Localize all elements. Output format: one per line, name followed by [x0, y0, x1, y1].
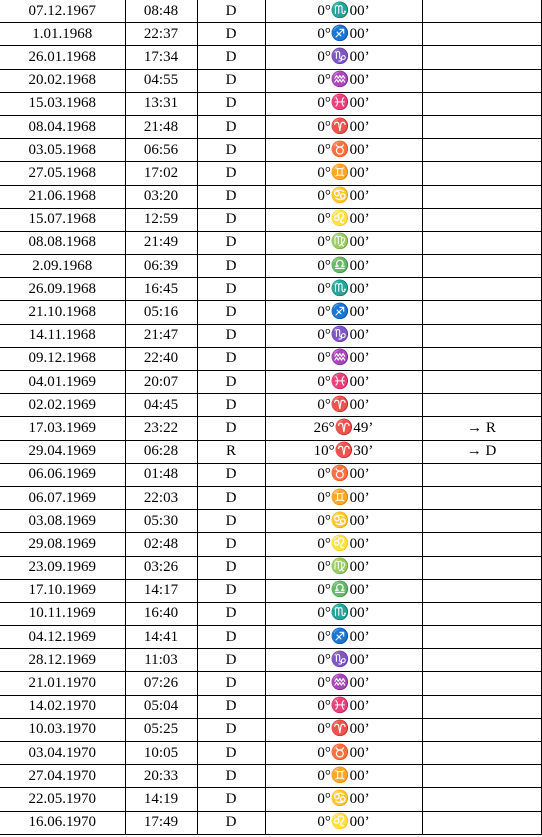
time-cell: 16:45 [125, 278, 197, 301]
time-cell: 22:40 [125, 347, 197, 370]
time-cell: 08:48 [125, 0, 197, 23]
direction-cell: D [197, 23, 265, 46]
position-cell: 0°♌00’ [265, 208, 422, 231]
position-cell: 0°♌00’ [265, 533, 422, 556]
table-row [0, 394, 541, 417]
note-cell [422, 162, 541, 185]
date-cell: 10.11.1969 [0, 602, 125, 625]
time-cell: 03:20 [125, 185, 197, 208]
table-row [0, 510, 541, 533]
date-cell: 21.01.1970 [0, 672, 125, 695]
date-cell: 08.04.1968 [0, 115, 125, 138]
date-cell: 2.09.1968 [0, 255, 125, 278]
position-cell: 0°♈00’ [265, 718, 422, 741]
date-cell: 17.10.1969 [0, 579, 125, 602]
table-row [0, 301, 541, 324]
time-cell: 14:41 [125, 626, 197, 649]
table-row [0, 440, 541, 463]
date-cell: 27.05.1968 [0, 162, 125, 185]
table-row [0, 231, 541, 254]
table-row [0, 46, 541, 69]
time-cell: 05:25 [125, 718, 197, 741]
direction-cell: D [197, 486, 265, 509]
position-cell: 0°♈00’ [265, 394, 422, 417]
position-cell: 0°♌00’ [265, 811, 422, 834]
table-row [0, 371, 541, 394]
position-cell: 0°♋00’ [265, 788, 422, 811]
table-row [0, 811, 541, 834]
note-cell [422, 139, 541, 162]
direction-cell: D [197, 417, 265, 440]
table-row [0, 533, 541, 556]
note-cell [422, 602, 541, 625]
direction-cell: D [197, 556, 265, 579]
date-cell: 23.09.1969 [0, 556, 125, 579]
time-cell: 21:47 [125, 324, 197, 347]
time-cell: 06:39 [125, 255, 197, 278]
position-cell: 0°♑00’ [265, 324, 422, 347]
direction-cell: D [197, 371, 265, 394]
date-cell: 03.08.1969 [0, 510, 125, 533]
direction-cell: D [197, 510, 265, 533]
time-cell: 04:45 [125, 394, 197, 417]
direction-cell: D [197, 46, 265, 69]
position-cell: 0°♐00’ [265, 23, 422, 46]
table-row [0, 695, 541, 718]
note-cell [422, 231, 541, 254]
date-cell: 04.01.1969 [0, 371, 125, 394]
position-cell: 0°♎00’ [265, 579, 422, 602]
note-cell [422, 486, 541, 509]
position-cell: 0°♏00’ [265, 0, 422, 23]
table-row [0, 463, 541, 486]
direction-cell: D [197, 718, 265, 741]
position-cell: 0°♏00’ [265, 602, 422, 625]
time-cell: 05:04 [125, 695, 197, 718]
direction-cell: D [197, 695, 265, 718]
position-cell: 10°♈30’ [265, 440, 422, 463]
position-cell: 0°♓00’ [265, 695, 422, 718]
position-cell: 0°♏00’ [265, 278, 422, 301]
note-cell [422, 788, 541, 811]
table-row [0, 486, 541, 509]
direction-cell: D [197, 185, 265, 208]
position-cell: 0°♓00’ [265, 371, 422, 394]
date-cell: 27.04.1970 [0, 765, 125, 788]
position-cell: 0°♒00’ [265, 69, 422, 92]
table-row [0, 0, 541, 23]
date-cell: 1.01.1968 [0, 23, 125, 46]
direction-cell: D [197, 0, 265, 23]
date-cell: 06.07.1969 [0, 486, 125, 509]
table-row [0, 602, 541, 625]
date-cell: 20.02.1968 [0, 69, 125, 92]
direction-cell: R [197, 440, 265, 463]
direction-cell: D [197, 278, 265, 301]
table-row [0, 162, 541, 185]
time-cell: 11:03 [125, 649, 197, 672]
direction-cell: D [197, 672, 265, 695]
table-row [0, 718, 541, 741]
position-cell: 0°♒00’ [265, 672, 422, 695]
time-cell: 05:16 [125, 301, 197, 324]
table-row [0, 556, 541, 579]
note-cell [422, 394, 541, 417]
table-row [0, 139, 541, 162]
date-cell: 06.06.1969 [0, 463, 125, 486]
time-cell: 04:55 [125, 69, 197, 92]
time-cell: 22:37 [125, 23, 197, 46]
time-cell: 06:28 [125, 440, 197, 463]
time-cell: 05:30 [125, 510, 197, 533]
time-cell: 01:48 [125, 463, 197, 486]
time-cell: 14:19 [125, 788, 197, 811]
note-cell [422, 811, 541, 834]
direction-cell: D [197, 649, 265, 672]
time-cell: 03:26 [125, 556, 197, 579]
direction-cell: D [197, 765, 265, 788]
direction-cell: D [197, 533, 265, 556]
note-cell [422, 718, 541, 741]
note-cell [422, 185, 541, 208]
note-cell: → D [422, 440, 541, 463]
table-row [0, 765, 541, 788]
date-cell: 28.12.1969 [0, 649, 125, 672]
table-row [0, 742, 541, 765]
direction-cell: D [197, 602, 265, 625]
date-cell: 10.03.1970 [0, 718, 125, 741]
position-cell: 0°♉00’ [265, 139, 422, 162]
note-cell [422, 347, 541, 370]
table-row [0, 579, 541, 602]
position-cell: 0°♒00’ [265, 347, 422, 370]
note-cell [422, 23, 541, 46]
position-cell: 0°♊00’ [265, 765, 422, 788]
time-cell: 07:26 [125, 672, 197, 695]
time-cell: 17:49 [125, 811, 197, 834]
note-cell [422, 765, 541, 788]
table-row [0, 69, 541, 92]
direction-cell: D [197, 162, 265, 185]
date-cell: 07.12.1967 [0, 0, 125, 23]
table-row [0, 92, 541, 115]
date-cell: 09.12.1968 [0, 347, 125, 370]
direction-cell: D [197, 115, 265, 138]
table-row [0, 788, 541, 811]
position-cell: 26°♈49’ [265, 417, 422, 440]
time-cell: 21:49 [125, 231, 197, 254]
direction-cell: D [197, 394, 265, 417]
position-cell: 0°♉00’ [265, 463, 422, 486]
direction-cell: D [197, 811, 265, 834]
note-cell [422, 46, 541, 69]
date-cell: 29.04.1969 [0, 440, 125, 463]
direction-cell: D [197, 626, 265, 649]
position-cell: 0°♉00’ [265, 742, 422, 765]
note-cell [422, 533, 541, 556]
note-cell [422, 626, 541, 649]
table-row [0, 417, 541, 440]
table-row [0, 347, 541, 370]
note-cell [422, 301, 541, 324]
table-row [0, 185, 541, 208]
direction-cell: D [197, 301, 265, 324]
position-cell: 0°♑00’ [265, 649, 422, 672]
time-cell: 10:05 [125, 742, 197, 765]
time-cell: 17:34 [125, 46, 197, 69]
note-cell [422, 371, 541, 394]
direction-cell: D [197, 463, 265, 486]
direction-cell: D [197, 742, 265, 765]
date-cell: 26.01.1968 [0, 46, 125, 69]
position-cell: 0°♓00’ [265, 92, 422, 115]
note-cell [422, 69, 541, 92]
time-cell: 17:02 [125, 162, 197, 185]
note-cell [422, 695, 541, 718]
direction-cell: D [197, 69, 265, 92]
time-cell: 23:22 [125, 417, 197, 440]
time-cell: 22:03 [125, 486, 197, 509]
table-row [0, 672, 541, 695]
position-cell: 0°♑00’ [265, 46, 422, 69]
note-cell [422, 579, 541, 602]
position-cell: 0°♎00’ [265, 255, 422, 278]
time-cell: 13:31 [125, 92, 197, 115]
date-cell: 03.05.1968 [0, 139, 125, 162]
date-cell: 14.02.1970 [0, 695, 125, 718]
note-cell [422, 115, 541, 138]
date-cell: 15.03.1968 [0, 92, 125, 115]
time-cell: 16:40 [125, 602, 197, 625]
direction-cell: D [197, 324, 265, 347]
note-cell [422, 463, 541, 486]
note-cell [422, 255, 541, 278]
position-cell: 0°♈00’ [265, 115, 422, 138]
note-cell [422, 324, 541, 347]
direction-cell: D [197, 231, 265, 254]
date-cell: 08.08.1968 [0, 231, 125, 254]
direction-cell: D [197, 347, 265, 370]
note-cell [422, 556, 541, 579]
date-cell: 02.02.1969 [0, 394, 125, 417]
date-cell: 22.05.1970 [0, 788, 125, 811]
date-cell: 15.07.1968 [0, 208, 125, 231]
direction-cell: D [197, 255, 265, 278]
table-row [0, 324, 541, 347]
position-cell: 0°♐00’ [265, 301, 422, 324]
date-cell: 26.09.1968 [0, 278, 125, 301]
table-row [0, 208, 541, 231]
direction-cell: D [197, 788, 265, 811]
time-cell: 20:33 [125, 765, 197, 788]
note-cell [422, 278, 541, 301]
time-cell: 20:07 [125, 371, 197, 394]
position-cell: 0°♐00’ [265, 626, 422, 649]
table-row [0, 649, 541, 672]
note-cell [422, 649, 541, 672]
time-cell: 02:48 [125, 533, 197, 556]
note-cell [422, 208, 541, 231]
time-cell: 21:48 [125, 115, 197, 138]
table-row [0, 23, 541, 46]
time-cell: 14:17 [125, 579, 197, 602]
date-cell: 21.10.1968 [0, 301, 125, 324]
direction-cell: D [197, 208, 265, 231]
direction-cell: D [197, 579, 265, 602]
table-row [0, 278, 541, 301]
position-cell: 0°♋00’ [265, 185, 422, 208]
time-cell: 06:56 [125, 139, 197, 162]
direction-cell: D [197, 139, 265, 162]
position-cell: 0°♊00’ [265, 162, 422, 185]
direction-cell: D [197, 92, 265, 115]
note-cell [422, 510, 541, 533]
note-cell [422, 0, 541, 23]
table-row [0, 626, 541, 649]
note-cell [422, 742, 541, 765]
position-cell: 0°♊00’ [265, 486, 422, 509]
position-cell: 0°♍00’ [265, 556, 422, 579]
table-row [0, 115, 541, 138]
note-cell [422, 672, 541, 695]
date-cell: 04.12.1969 [0, 626, 125, 649]
position-cell: 0°♋00’ [265, 510, 422, 533]
note-cell [422, 92, 541, 115]
date-cell: 29.08.1969 [0, 533, 125, 556]
table-row [0, 255, 541, 278]
date-cell: 17.03.1969 [0, 417, 125, 440]
time-cell: 12:59 [125, 208, 197, 231]
date-cell: 14.11.1968 [0, 324, 125, 347]
position-cell: 0°♍00’ [265, 231, 422, 254]
date-cell: 03.04.1970 [0, 742, 125, 765]
note-cell: → R [422, 417, 541, 440]
date-cell: 21.06.1968 [0, 185, 125, 208]
date-cell: 16.06.1970 [0, 811, 125, 834]
